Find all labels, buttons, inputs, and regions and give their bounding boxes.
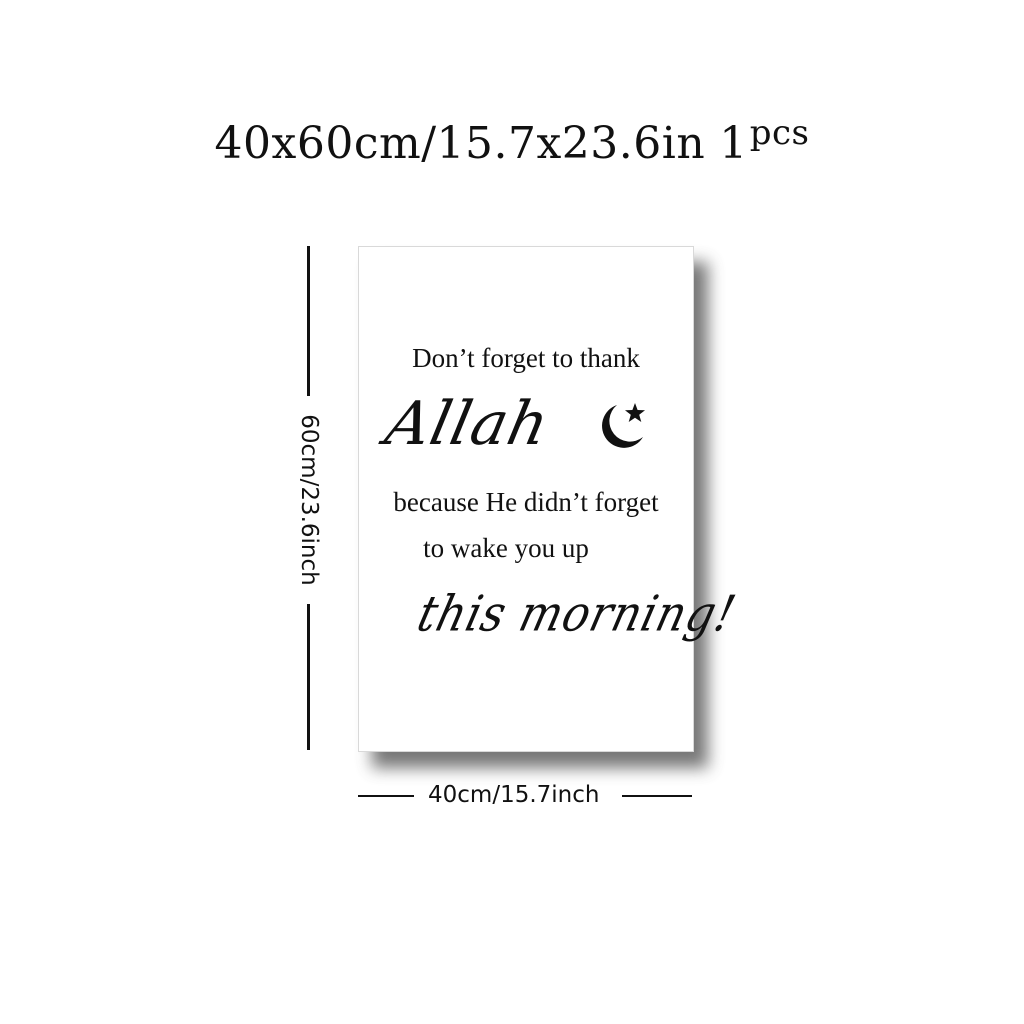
size-text: 40x60cm/15.7x23.6in [214, 118, 706, 169]
width-dimension-line-right [622, 795, 692, 797]
quote-line-morning: this morning! [411, 585, 742, 644]
quote-line-4: to wake you up [423, 533, 589, 563]
quantity-unit: pcs [749, 113, 810, 153]
height-label: 60cm/23.6inch [296, 414, 322, 586]
poster [358, 246, 742, 752]
width-dimension-line-left [358, 795, 414, 797]
size-title [0, 113, 1024, 169]
crescent-moon-and-star-icon [595, 397, 655, 453]
height-dimension-line-top [307, 246, 310, 396]
height-dimension-line-bottom [307, 604, 310, 750]
quote-line-allah: Allah [379, 389, 556, 459]
width-label: 40cm/15.7inch [428, 782, 600, 808]
quote-line-1: Don’t forget to thank [412, 343, 640, 373]
quote-line-3: because He didn’t forget [393, 487, 659, 517]
quantity-number: 1 [719, 118, 748, 169]
